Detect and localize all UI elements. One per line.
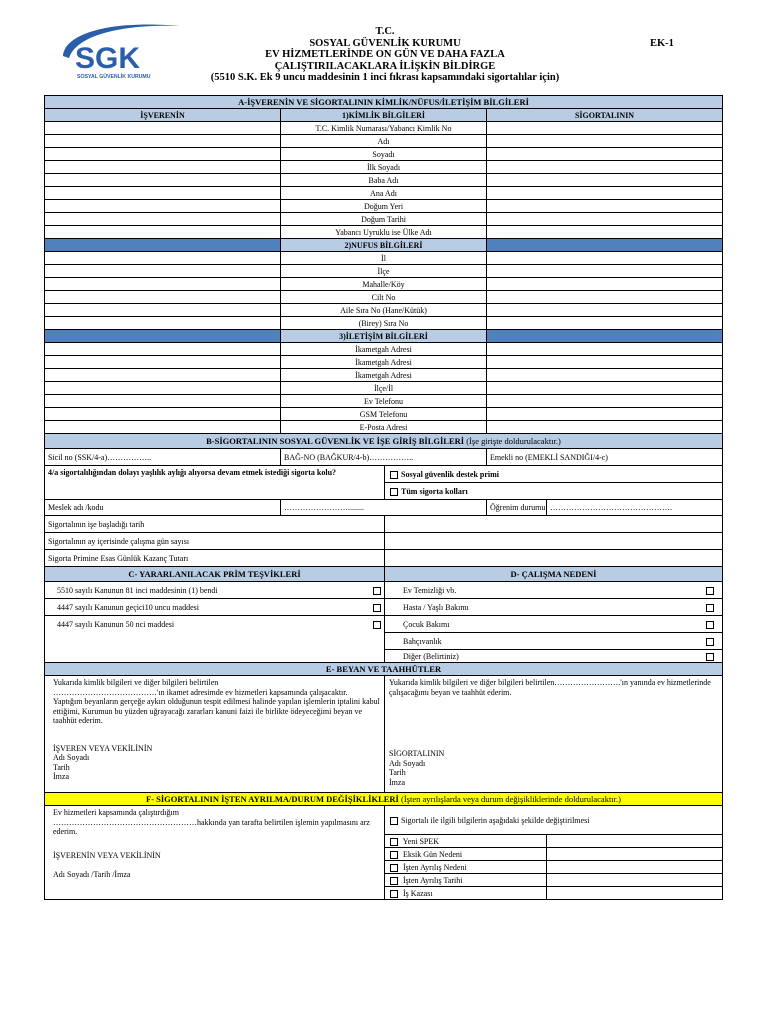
checkbox[interactable] [373,604,381,612]
reason-label: Ev Temizliği vb. [403,585,457,595]
section-d-title: D- ÇALIŞMA NEDENİ [385,567,723,582]
change-item-label: Yeni SPEK [402,836,440,846]
change-item[interactable] [385,887,547,900]
work-days-input[interactable] [385,533,723,550]
incentive-label: 4447 sayılı Kanunun 50 nci maddesi [57,620,175,629]
declaration-text: …………………………………'ın ikamet adresimde ev hizmetleri kapsamında çalışacaktır. [53,687,348,697]
field-label: İl [281,252,487,265]
employer-field[interactable] [45,395,281,408]
field-label: Adı [281,135,487,148]
employer-field[interactable] [45,291,281,304]
employer-field[interactable] [45,161,281,174]
employer-field[interactable] [45,421,281,434]
logo-text: SGK [75,42,141,75]
section-f-note: (İşten ayrılışlarda veya durum değişikliklerinde doldurulacaktır.) [401,793,621,804]
employer-field[interactable] [45,252,281,265]
insured-field[interactable] [487,174,723,187]
reason-item[interactable] [385,650,723,663]
change-request-header[interactable] [385,806,723,835]
daily-earnings-label: Sigorta Primine Esas Günlük Kazanç Tutarı [45,550,385,567]
field-label: (Birey) Sıra No [281,317,487,330]
employer-field[interactable] [45,122,281,135]
field-label: Ana Adı [281,187,487,200]
field-label: İkametgah Adresi [281,356,487,369]
checkbox[interactable] [390,488,398,496]
field-label: Soyadı [281,148,487,161]
change-item-label: İşten Ayrılış Tarihi [403,875,463,885]
declaration-text: Yaptığım beyanların gerçeğe aykırı olduğunun tespit edilmesi halinde yapılan işlemlerin iptalini kabul ettiğimi, Kurumun bu yüzden uğrayacağı zararları kanuni faizi ile birlikte ödeyeceğimi beyan ve taahhüt ederim. [53,697,380,725]
employer-column-header: İŞVERENİN [45,109,281,122]
occupation-input[interactable]: ……………………........ [281,500,487,516]
education-input[interactable]: ………………………………………. [547,500,723,516]
insured-field[interactable] [487,226,723,239]
employer-request [45,806,385,900]
occupation-label: Meslek adı /kodu [45,500,281,516]
field-label: Aile Sıra No (Hane/Kütük) [281,304,487,317]
checkbox[interactable] [706,587,714,595]
checkbox[interactable] [390,838,398,846]
employer-field[interactable] [45,213,281,226]
title-line: (5510 S.K. Ek 9 uncu maddesinin 1 inci fıkrası kapsamındaki sigortalılar için) [210,72,560,83]
reason-label: Hasta / Yaşlı Bakımı [403,602,469,612]
option-social-security-support[interactable] [385,466,723,483]
population-info-header: 2)NUFUS BİLGİLERİ [281,239,487,252]
section-b-title-text: B-SİGORTALININ SOSYAL GÜVENLİK VE İŞE GİRİŞ BİLGİLERİ [206,435,465,446]
reason-item[interactable] [385,599,723,616]
reason-item[interactable] [385,616,723,633]
insured-column-header: SİGORTALININ [487,109,723,122]
employer-field[interactable] [45,135,281,148]
insured-field[interactable] [487,122,723,135]
insured-field[interactable] [487,213,723,226]
insured-field[interactable] [487,148,723,161]
field-label: T.C. Kimlik Numarası/Yabancı Kimlik No [281,122,487,135]
sicil-no-field[interactable]: Sicil no (SSK/4-a)…………….. [45,449,281,466]
employer-declaration [45,676,385,793]
employer-field[interactable] [45,343,281,356]
reason-item[interactable] [385,633,723,650]
insured-field[interactable] [487,304,723,317]
form-title [150,26,620,84]
employer-field[interactable] [45,226,281,239]
checkbox[interactable] [390,851,398,859]
insured-field[interactable] [487,135,723,148]
declaration-form [44,95,723,900]
request-text: ………………………………………………hakkında yan tarafta belirtilen işlemin yapılmasını arz ederim. [53,817,370,836]
checkbox[interactable] [706,621,714,629]
insured-field[interactable] [487,252,723,265]
title-line: T.C. [375,26,395,37]
insured-field[interactable] [487,382,723,395]
option-label: Tüm sigorta kolları [401,486,468,496]
employer-signature-title: İŞVEREN VEYA VEKİLİNİN [53,743,153,753]
field-label: İkametgah Adresi [281,343,487,356]
change-item-label: İş Kazası [403,888,433,898]
signature-field[interactable]: Adı Soyadı [53,753,90,762]
option-label: Sosyal güvenlik destek primi [401,469,500,479]
section-a-title: A-İŞVERENİN VE SİGORTALININ KİMLİK/NÜFUS/İLETİŞİM BİLGİLERİ [45,96,723,109]
employer-signature-title: İŞVERENİN VEYA VEKİLİNİN [53,850,161,860]
blue-bar [487,239,723,252]
incentive-item[interactable] [45,599,385,616]
section-f-title-text: F- SİGORTALININ İŞTEN AYRILMA/DURUM DEĞİŞİKLİKLERİ [146,793,399,804]
reason-label: Çocuk Bakımı [403,619,450,629]
insured-field[interactable] [487,356,723,369]
employer-field[interactable] [45,356,281,369]
change-value[interactable] [547,848,723,861]
request-text: Ev hizmetleri kapsamında çalıştırdığım [53,808,179,817]
change-item-label: Eksik Gün Nedeni [403,849,463,859]
employer-field[interactable] [45,200,281,213]
insured-field[interactable] [487,369,723,382]
change-item-label: İşten Ayrılış Nedeni [403,862,467,872]
insured-field[interactable] [487,421,723,434]
checkbox[interactable] [390,864,398,872]
daily-earnings-input[interactable] [385,550,723,567]
section-b-title [45,434,723,449]
signature-field[interactable]: Tarih [389,768,406,777]
field-label: Cilt No [281,291,487,304]
employer-field[interactable] [45,174,281,187]
pension-branch-question: 4/a sigortalılığından dolayı yaşlılık aylığı alıyorsa devam etmek istediği sigorta kolu? [45,466,385,500]
field-label: İkametgah Adresi [281,369,487,382]
insured-field[interactable] [487,187,723,200]
change-value[interactable] [547,835,723,848]
blue-bar [45,239,281,252]
checkbox[interactable] [706,653,714,661]
form-header [0,0,768,92]
field-label: İlçe [281,265,487,278]
contact-info-header: 3)İLETİŞİM BİLGİLERİ [281,330,487,343]
field-label: Ev Telefonu [281,395,487,408]
declaration-text: Yukarıda kimlik bilgileri ve diğer bilgileri belirtilen [53,678,219,687]
field-label: Yabancı Uyruklu ise Ülke Adı [281,226,487,239]
employer-field[interactable] [45,369,281,382]
insured-field[interactable] [487,161,723,174]
emekli-no-field[interactable]: Emekli no (EMEKLİ SANDIĞI/4-c) [487,449,723,466]
insured-field[interactable] [487,317,723,330]
option-all-insurance-branches[interactable] [385,483,723,500]
signature-field[interactable]: İmza [53,772,69,781]
checkbox[interactable] [373,621,381,629]
checkbox[interactable] [390,877,398,885]
identity-info-header: 1)KİMLİK BİLGİLERİ [281,109,487,122]
change-item[interactable] [385,874,547,887]
field-label: Mahalle/Köy [281,278,487,291]
declaration-text: Yukarıda kimlik bilgileri ve diğer bilgileri belirtilen…………………….'ın yanında ev hizmetlerinde çalışacağımı beyan ve taahhüt ederim. [389,678,711,697]
field-label: İlçe/İl [281,382,487,395]
checkbox[interactable] [706,638,714,646]
insured-field[interactable] [487,200,723,213]
insured-field[interactable] [487,265,723,278]
employer-field[interactable] [45,278,281,291]
title-line: SOSYAL GÜVENLİK KURUMU [309,37,461,49]
field-label: İlk Soyadı [281,161,487,174]
incentive-item[interactable] [45,582,385,599]
checkbox[interactable] [390,817,398,825]
employer-field[interactable] [45,317,281,330]
field-label: GSM Telefonu [281,408,487,421]
change-value[interactable] [547,861,723,874]
section-e-title: E- BEYAN VE TAAHHÜTLER [45,663,723,676]
insured-field[interactable] [487,278,723,291]
incentive-label: 5510 sayılı Kanunun 81 inci maddesinin (1) bendi [57,585,218,595]
employer-field[interactable] [45,408,281,421]
employer-field[interactable] [45,187,281,200]
insured-declaration [385,676,723,793]
employer-field[interactable] [45,304,281,317]
reason-label: Diğer (Belirtiniz) [403,651,459,661]
employer-field[interactable] [45,265,281,278]
checkbox[interactable] [373,587,381,595]
start-date-label: Sigortalının işe başladığı tarih [45,516,385,533]
incentive-label: 4447 sayılı Kanunun geçici10 uncu maddesi [57,602,199,612]
reason-label: Bahçıvanlık [403,636,442,646]
employer-field[interactable] [45,382,281,395]
title-line: ÇALIŞTIRILACAKLARA İLİŞKİN BİLDİRGE [274,60,496,72]
annex-label: EK-1 [650,38,674,49]
logo-subtext: SOSYAL GÜVENLİK KURUMU [77,74,151,80]
title-line: EV HİZMETLERİNDE ON GÜN VE DAHA FAZLA [265,49,505,60]
field-label: Baba Adı [281,174,487,187]
insured-signature-title: SİGORTALININ [389,749,445,758]
field-label: Doğum Tarihi [281,213,487,226]
checkbox[interactable] [390,471,398,479]
incentive-item[interactable] [45,616,385,663]
change-item[interactable] [385,861,547,874]
blue-bar [45,330,281,343]
field-label: Doğum Yeri [281,200,487,213]
reason-item[interactable] [385,582,723,599]
bagno-field[interactable]: BAĞ-NO (BAĞKUR/4-b)…………….. [281,449,487,466]
signature-field[interactable]: Tarih [53,762,70,772]
insured-field[interactable] [487,395,723,408]
checkbox[interactable] [706,604,714,612]
section-f-title [45,793,723,806]
start-date-input[interactable] [385,516,723,533]
change-value[interactable] [547,887,723,900]
insured-field[interactable] [487,343,723,356]
insured-field[interactable] [487,408,723,421]
work-days-label: Sigortalının ay içerisinde çalışma gün sayısı [45,533,385,550]
insured-field[interactable] [487,291,723,304]
change-item[interactable] [385,835,547,848]
section-b-note: (İşe girişte doldurulacaktır.) [466,435,561,446]
change-request-label: Sigortalı ile ilgili bilgilerin aşağıdaki şekilde değiştirilmesi [401,815,590,825]
education-label: Öğrenim durumu [487,500,547,516]
signature-field[interactable]: İmza [389,777,405,787]
blue-bar [487,330,723,343]
checkbox[interactable] [390,890,398,898]
employer-field[interactable] [45,148,281,161]
field-label: E-Posta Adresi [281,421,487,434]
change-value[interactable] [547,874,723,887]
section-c-title: C- YARARLANILACAK PRİM TEŞVİKLERİ [45,567,385,582]
signature-field[interactable]: Adı Soyadı [389,758,426,768]
change-item[interactable] [385,848,547,861]
signature-field[interactable]: Adı Soyadı /Tarih /İmza [53,870,131,879]
